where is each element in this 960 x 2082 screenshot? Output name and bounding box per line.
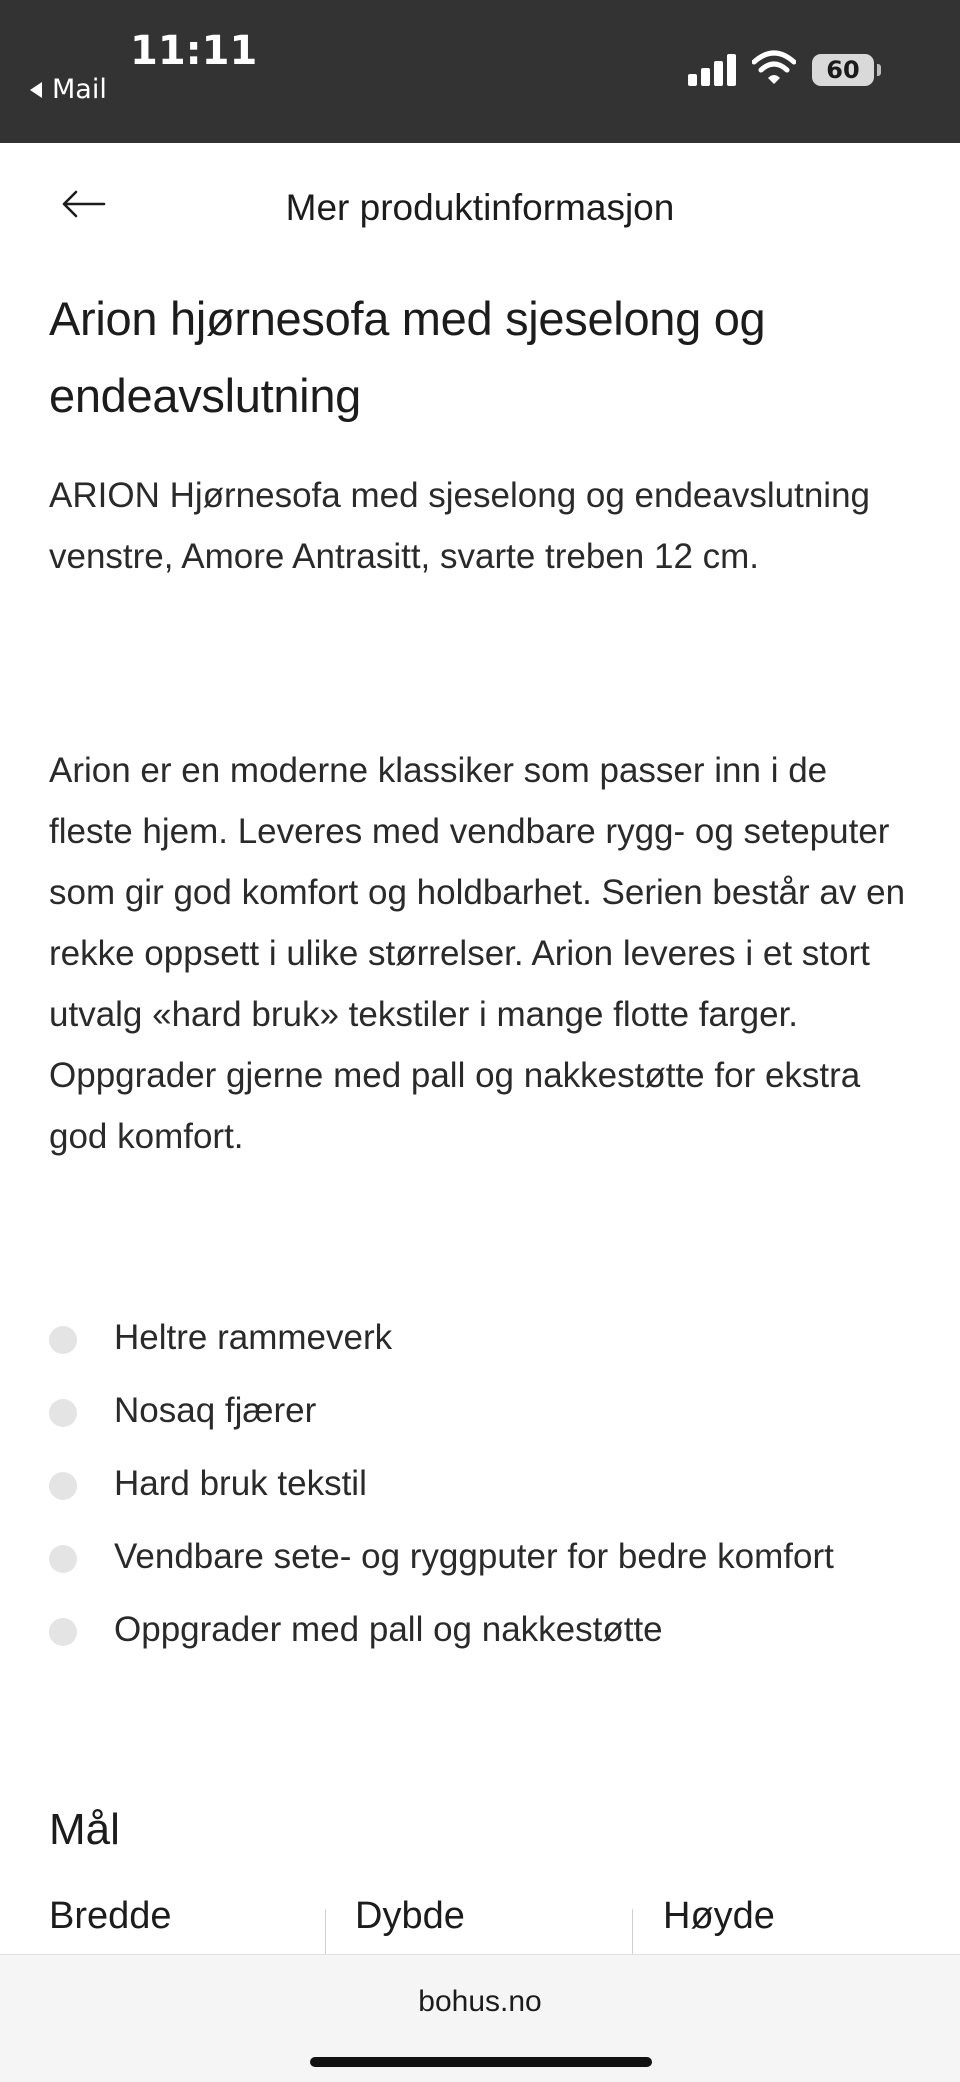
divider — [325, 1909, 326, 1955]
cellular-signal-icon — [688, 52, 738, 86]
product-short-description: ARION Hjørnesofa med sjeselong og endeavslutning venstre, Amore Antrasitt, svarte treben 12 cm. — [49, 476, 870, 576]
feature-list — [49, 1307, 919, 1672]
list-item — [49, 1599, 919, 1660]
status-time: 11:11 — [130, 28, 258, 74]
bullet-icon — [49, 1326, 77, 1354]
status-bar — [0, 0, 960, 143]
feature-text: Oppgrader med pall og nakkestøtte — [114, 1610, 663, 1649]
list-item — [49, 1380, 919, 1441]
browser-bottom-bar — [0, 1954, 960, 2082]
list-item — [49, 1526, 919, 1587]
bullet-icon — [49, 1545, 77, 1573]
dimension-height-label: Høyde — [663, 1895, 775, 1937]
bullet-icon — [49, 1618, 77, 1646]
home-indicator[interactable] — [310, 2057, 652, 2067]
dimensions-title: Mål — [49, 1805, 120, 1854]
product-long-description: Arion er en moderne klassiker som passer inn i de fleste hjem. Leveres med vendbare rygg- og seteputer som gir god komfort og holdbarhet. Serien består av en rekke oppsett i ulike størrelser. Arion leveres i et stort utvalg «hard bruk» tekstiler i mange flotte farger. Oppgrader gjerne med pall og nakkestøtte for ekstra god komfort. — [49, 751, 906, 1156]
feature-text: Nosaq fjærer — [114, 1391, 317, 1430]
feature-text: Hard bruk tekstil — [114, 1464, 367, 1503]
dimension-depth-label: Dybde — [355, 1895, 465, 1937]
battery-level: 60 — [826, 56, 860, 84]
dimensions-table-header — [0, 1895, 960, 1955]
back-app-label: Mail — [52, 74, 107, 105]
battery-icon — [812, 54, 874, 86]
divider — [632, 1909, 633, 1955]
back-triangle-icon — [30, 82, 42, 98]
bullet-icon — [49, 1399, 77, 1427]
feature-text: Heltre rammeverk — [114, 1318, 393, 1357]
battery-nub — [877, 64, 881, 76]
list-item — [49, 1453, 919, 1514]
feature-text: Vendbare sete- og ryggputer for bedre komfort — [114, 1537, 834, 1576]
product-info-content — [49, 280, 919, 1649]
page-title: Mer produktinformasjon — [285, 187, 675, 228]
product-title: Arion hjørnesofa med sjeselong og endeavslutning — [49, 292, 766, 422]
address-bar[interactable]: bohus.no — [418, 1985, 542, 2018]
back-to-mail-link[interactable] — [30, 74, 107, 105]
list-item — [49, 1307, 919, 1368]
wifi-icon — [752, 50, 796, 86]
bullet-icon — [49, 1472, 77, 1500]
dimension-width-label: Bredde — [49, 1895, 172, 1937]
page-header — [0, 143, 960, 278]
